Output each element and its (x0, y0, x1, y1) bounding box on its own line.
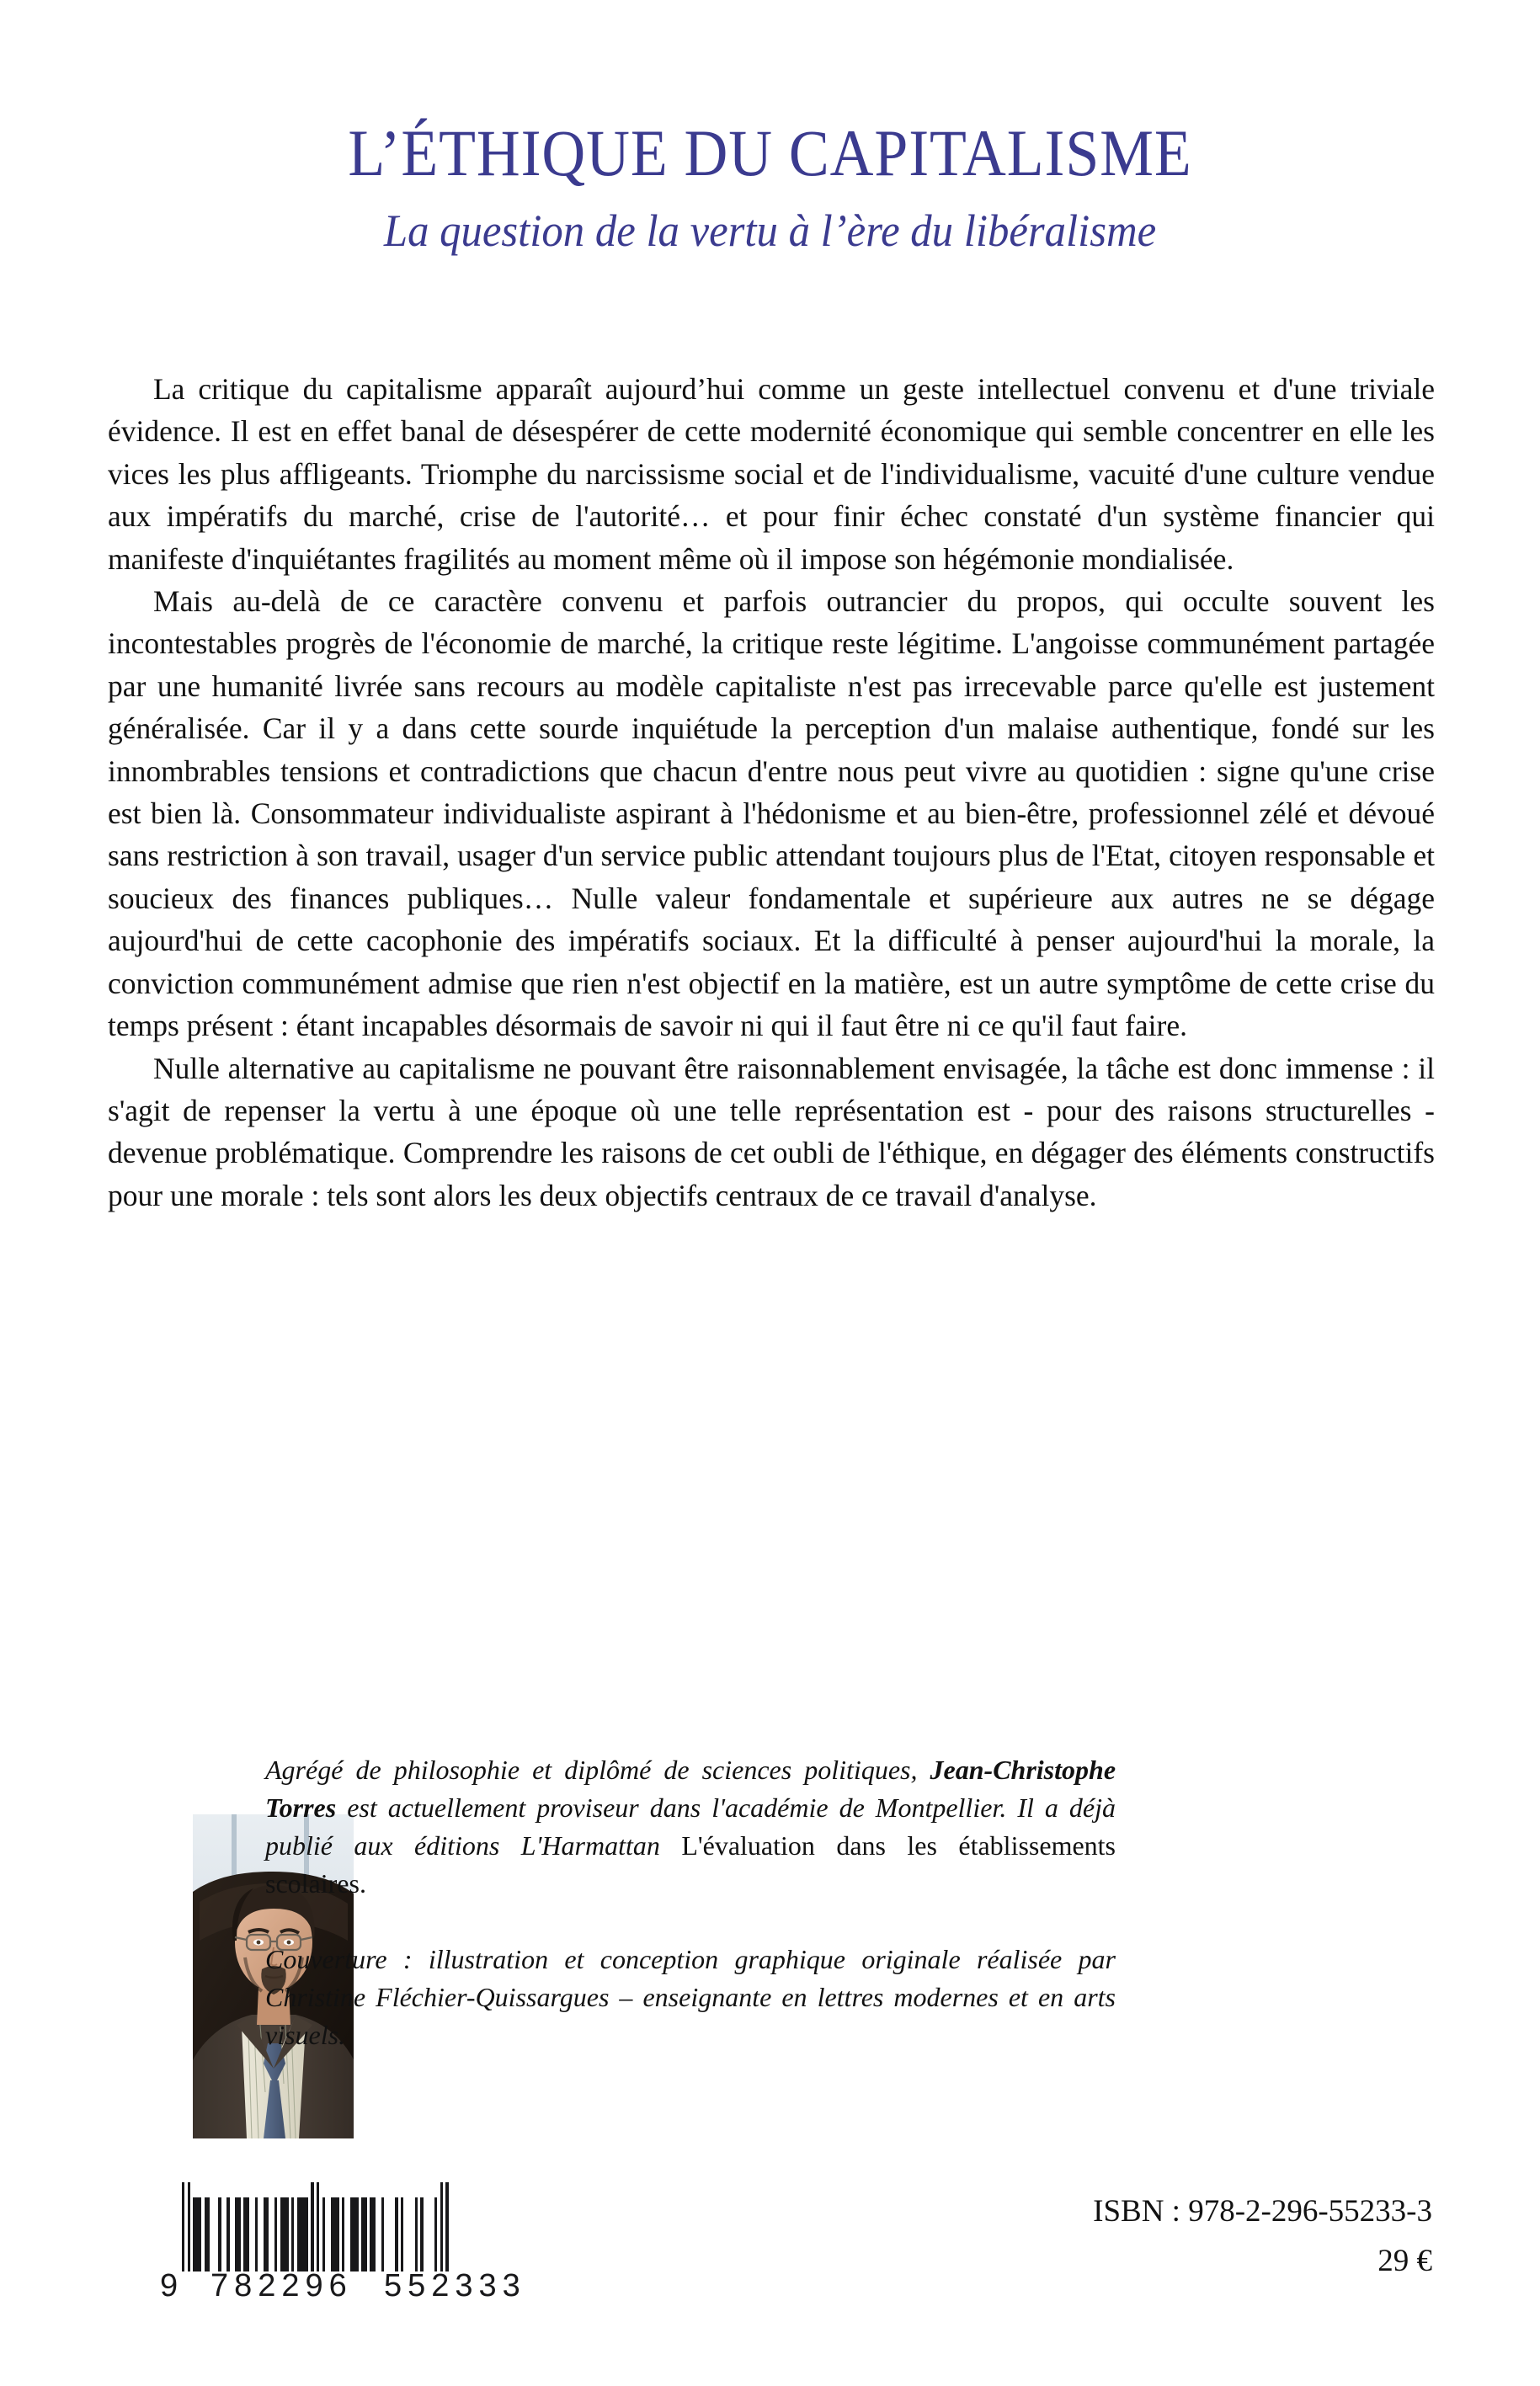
blurb-paragraph: Mais au-delà de ce caractère convenu et parfois outrancier du propos, qui occulte souvent les incontestables progrès de l'économie de marché, la critique reste légitime. L'angoisse communément partagée par une humanité livrée sans recours au modèle capitaliste n'est pas irrecevable parce qu'elle est justement généralisée. Car il y a dans cette sourde inquiétude la perception d'un malaise authentique, fondé sur les innombrables tensions et contradictions que chacun d'entre nous peut vivre au quotidien : signe qu'une crise est bien là. Consommateur individualiste aspirant à l'hédonisme et au bien-être, professionnel zélé et dévoué sans restriction à son travail, usager d'un service public attendant toujours plus de l'Etat, citoyen responsable et soucieux des finances publiques… Nulle valeur fondamentale et supérieure aux autres ne se dégage aujourd'hui de cette cacophonie des impératifs sociaux. Et la difficulté à penser aujourd'hui la morale, la conviction communément admise que rien n'est objectif en la matière, est un autre symptôme de cette crise du temps présent : étant incapables désormais de savoir ni qui il faut être ni ce qu'il faut faire. (108, 584, 1435, 1043)
price: 29 € (1377, 2244, 1432, 2278)
page-title: L’ÉTHIQUE DU CAPITALISME (348, 116, 1192, 189)
blurb-paragraph: La critique du capitalisme apparaît aujourd’hui comme un geste intellectuel convenu et d'une triviale évidence. Il est en effet banal de désespérer de cette modernité économique qui semble concentrer en elle les vices les plus affligeants. Triomphe du narcissisme social et de l'individualisme, vacuité d'une culture vendue aux impératifs du marché, crise de l'autorité… et pour finir échec constaté d'un système financier qui manifeste d'inquiétantes fragilités au moment même où il impose son hégémonie mondialisée. (108, 372, 1435, 576)
blurb-paragraph: Nulle alternative au capitalisme ne pouvant être raisonnablement envisagée, la tâche est donc immense : il s'agit de repenser la vertu à une époque où une telle représentation est - pour des raisons structurelles - devenue problématique. Comprendre les raisons de cet oubli de l'éthique, en dégager des éléments constructifs pour une morale : tels sont alors les deux objectifs centraux de ce travail d'analyse. (108, 1051, 1435, 1212)
author-bio (265, 1751, 1116, 1903)
author-bio-mid: est actuellement proviseur dans l'académie de Montpellier. Il a déjà publié aux éditions L'Harmattan (265, 1792, 1116, 1861)
barcode (160, 2182, 536, 2303)
barcode-digits-right: 552333 (384, 2268, 526, 2303)
cover-credit: Couverture : illustration et conception graphique originale réalisée par Christine Fléchier-Quissargues – enseignante en lettres modernes et en arts visuels. (265, 1944, 1116, 2050)
author-bio-lead: Agrégé de philosophie et diplômé de sciences politiques, (265, 1755, 918, 1785)
barcode-bars (182, 2182, 536, 2271)
isbn-label: ISBN : 978-2-296-55233-3 (1093, 2194, 1432, 2229)
back-cover-blurb (108, 368, 1435, 1217)
barcode-digits (160, 2268, 536, 2303)
title-block (0, 118, 1540, 256)
author-previous-work: L'évaluation dans les établissements scolaires. (265, 1830, 1116, 1899)
author-name: Jean-Christophe Torres (265, 1755, 1116, 1823)
barcode-digits-left: 782296 (210, 2268, 353, 2303)
page-subtitle: La question de la vertu à l’ère du libéralisme (383, 205, 1157, 256)
barcode-digit-lead: 9 (160, 2268, 179, 2303)
isbn-block (910, 2190, 1432, 2283)
